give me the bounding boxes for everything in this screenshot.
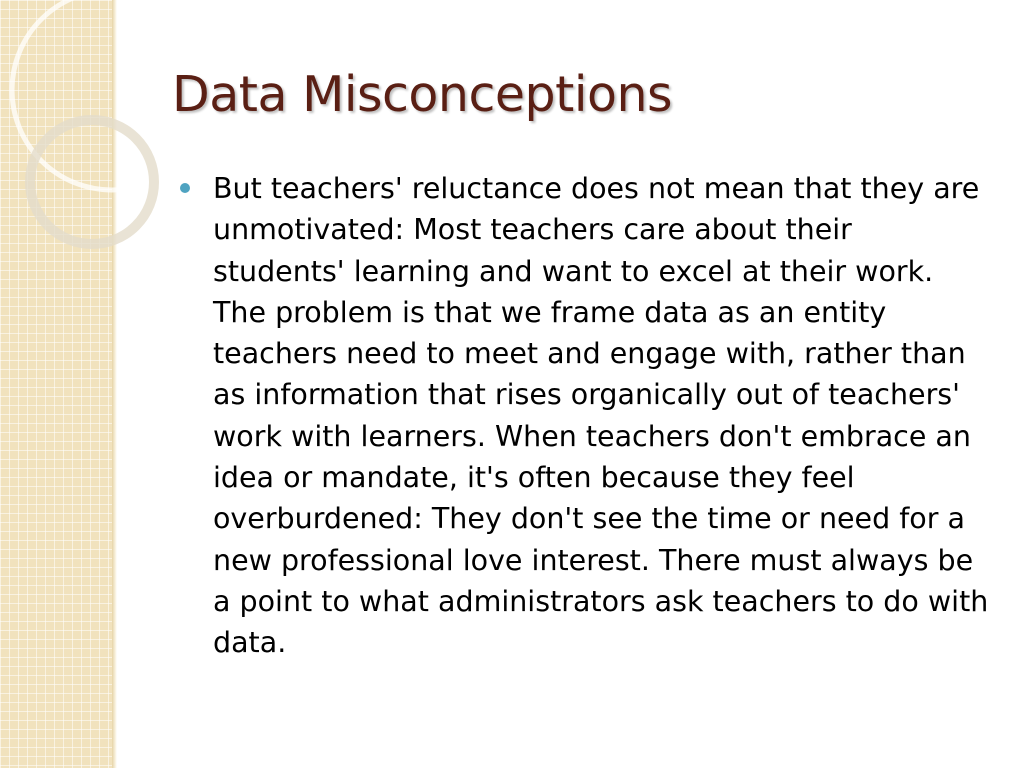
bullet-dot-icon: [180, 183, 190, 193]
slide-body: [180, 168, 990, 664]
decorative-circle-small: [30, 120, 154, 244]
bullet-item: [180, 168, 990, 664]
slide-title: Data Misconceptions: [172, 66, 673, 123]
bullet-text: But teachers' reluctance does not mean that they are unmotivated: Most teachers care about their students' learning and want to excel at their work. The problem is that we frame data as an entity teachers need to meet and engage with, rather than as information that rises organically out of teachers' work with learners. When teachers don't embrace an idea or mandate, it's often because they feel overburdened: They don't see the time or need for a new professional love interest. There must always be a point to what administrators ask teachers to do with data.: [213, 172, 989, 660]
decorative-circles: [0, 0, 140, 260]
